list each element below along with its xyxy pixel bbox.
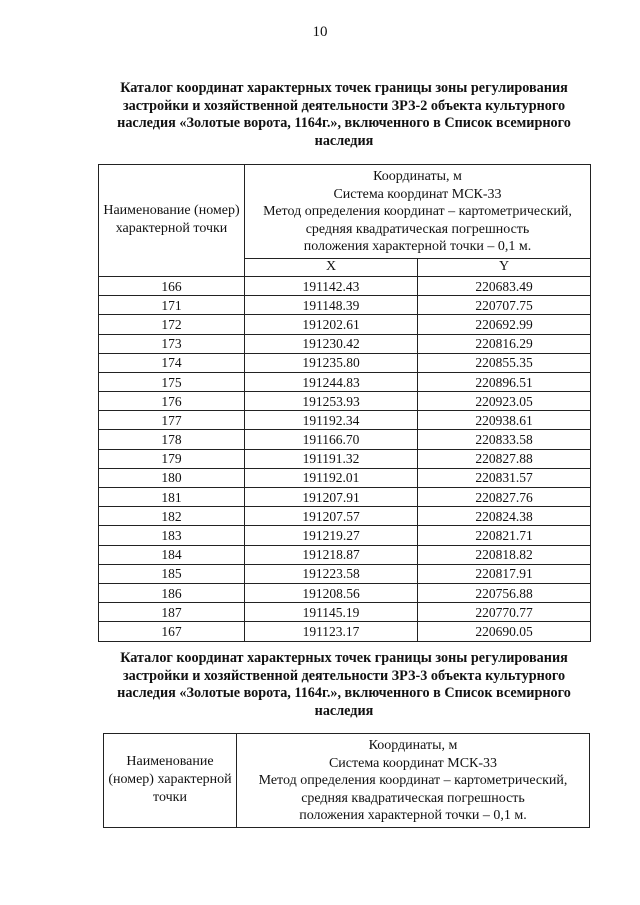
cell-x: 191148.39 xyxy=(245,296,418,315)
cell-y: 220683.49 xyxy=(418,276,591,295)
coordinates-table-zrz3 xyxy=(103,733,590,828)
cell-x: 191223.58 xyxy=(245,564,418,583)
table-row xyxy=(99,603,591,622)
header-y: Y xyxy=(418,258,591,276)
cell-point: 175 xyxy=(99,372,245,391)
cell-point: 187 xyxy=(99,603,245,622)
cell-y: 220827.88 xyxy=(418,449,591,468)
header-coords-line: средняя квадратическая погрешность xyxy=(305,221,530,237)
cell-y: 220707.75 xyxy=(418,296,591,315)
cell-point: 173 xyxy=(99,334,245,353)
header-x: X xyxy=(245,258,418,276)
cell-y: 220692.99 xyxy=(418,315,591,334)
cell-point: 185 xyxy=(99,564,245,583)
cell-x: 191219.27 xyxy=(245,526,418,545)
table-row xyxy=(99,392,591,411)
table-row xyxy=(99,334,591,353)
table-row xyxy=(99,583,591,602)
cell-x: 191166.70 xyxy=(245,430,418,449)
table-row xyxy=(99,468,591,487)
coordinates-table-zrz2 xyxy=(98,164,591,642)
table-header-row xyxy=(104,734,590,828)
cell-x: 191202.61 xyxy=(245,315,418,334)
cell-point: 179 xyxy=(99,449,245,468)
cell-y: 220824.38 xyxy=(418,507,591,526)
cell-point: 184 xyxy=(99,545,245,564)
cell-y: 220817.91 xyxy=(418,564,591,583)
cell-point: 180 xyxy=(99,468,245,487)
cell-y: 220831.57 xyxy=(418,468,591,487)
table-row xyxy=(99,449,591,468)
table-row xyxy=(99,545,591,564)
header-point-name: Наименование (номер) характерной точки xyxy=(99,165,245,277)
cell-y: 220816.29 xyxy=(418,334,591,353)
table-row xyxy=(99,411,591,430)
cell-x: 191192.01 xyxy=(245,468,418,487)
cell-x: 191208.56 xyxy=(245,583,418,602)
cell-y: 220756.88 xyxy=(418,583,591,602)
table-row xyxy=(99,488,591,507)
header-coordinates xyxy=(245,165,591,259)
cell-y: 220818.82 xyxy=(418,545,591,564)
cell-point: 171 xyxy=(99,296,245,315)
cell-x: 191142.43 xyxy=(245,276,418,295)
cell-y: 220896.51 xyxy=(418,372,591,391)
header-coords-line: Метод определения координат – картометрический, xyxy=(258,773,568,789)
cell-y: 220821.71 xyxy=(418,526,591,545)
cell-x: 191191.32 xyxy=(245,449,418,468)
table-row xyxy=(99,507,591,526)
cell-x: 191123.17 xyxy=(245,622,418,641)
cell-point: 167 xyxy=(99,622,245,641)
cell-x: 191145.19 xyxy=(245,603,418,622)
header-coords-line: Система координат МСК-33 xyxy=(328,755,498,771)
cell-y: 220923.05 xyxy=(418,392,591,411)
table-row xyxy=(99,372,591,391)
header-point-name: Наименование (номер) характерной точки xyxy=(104,734,237,828)
cell-point: 176 xyxy=(99,392,245,411)
page-number: 10 xyxy=(312,24,328,40)
cell-x: 191218.87 xyxy=(245,545,418,564)
cell-point: 174 xyxy=(99,353,245,372)
table-row xyxy=(99,430,591,449)
cell-x: 191192.34 xyxy=(245,411,418,430)
header-coords-line: средняя квадратическая погрешность xyxy=(301,790,525,806)
cell-x: 191207.91 xyxy=(245,488,418,507)
catalog-title-zrz3: Каталог координат характерных точек границы зоны регулирования застройки и хозяйственной деятельности ЗРЗ-3 объекта культурного наследия «Золотые ворота, 1164г.», включенного в Список всемирного наследия xyxy=(117,650,571,719)
header-coords-line: положения характерной точки – 0,1 м. xyxy=(303,239,532,255)
header-coords-line: Система координат МСК-33 xyxy=(333,186,502,202)
table-row xyxy=(99,276,591,295)
header-coords-line: положения характерной точки – 0,1 м. xyxy=(299,808,527,824)
table-row xyxy=(99,526,591,545)
table-row xyxy=(99,353,591,372)
cell-point: 186 xyxy=(99,583,245,602)
cell-x: 191244.83 xyxy=(245,372,418,391)
cell-x: 191235.80 xyxy=(245,353,418,372)
table-body xyxy=(99,276,591,641)
cell-y: 220855.35 xyxy=(418,353,591,372)
header-coords-line: Метод определения координат – картометрический, xyxy=(263,204,572,220)
cell-point: 183 xyxy=(99,526,245,545)
cell-x: 191207.57 xyxy=(245,507,418,526)
table-row xyxy=(99,622,591,641)
cell-point: 178 xyxy=(99,430,245,449)
table-row xyxy=(99,315,591,334)
header-coords-line: Координаты, м xyxy=(373,169,462,184)
cell-y: 220827.76 xyxy=(418,488,591,507)
cell-point: 181 xyxy=(99,488,245,507)
cell-point: 172 xyxy=(99,315,245,334)
cell-y: 220938.61 xyxy=(418,411,591,430)
cell-x: 191253.93 xyxy=(245,392,418,411)
cell-y: 220770.77 xyxy=(418,603,591,622)
table-row xyxy=(99,564,591,583)
header-coordinates xyxy=(237,734,590,828)
cell-point: 177 xyxy=(99,411,245,430)
cell-y: 220833.58 xyxy=(418,430,591,449)
catalog-title-zrz2: Каталог координат характерных точек границы зоны регулирования застройки и хозяйственной деятельности ЗРЗ-2 объекта культурного наследия «Золотые ворота, 1164г.», включенного в Список всемирного наследия xyxy=(117,80,571,149)
table-header-row xyxy=(99,165,591,259)
cell-point: 182 xyxy=(99,507,245,526)
cell-point: 166 xyxy=(99,276,245,295)
cell-y: 220690.05 xyxy=(418,622,591,641)
header-coords-line: Координаты, м xyxy=(368,738,458,753)
table-row xyxy=(99,296,591,315)
cell-x: 191230.42 xyxy=(245,334,418,353)
